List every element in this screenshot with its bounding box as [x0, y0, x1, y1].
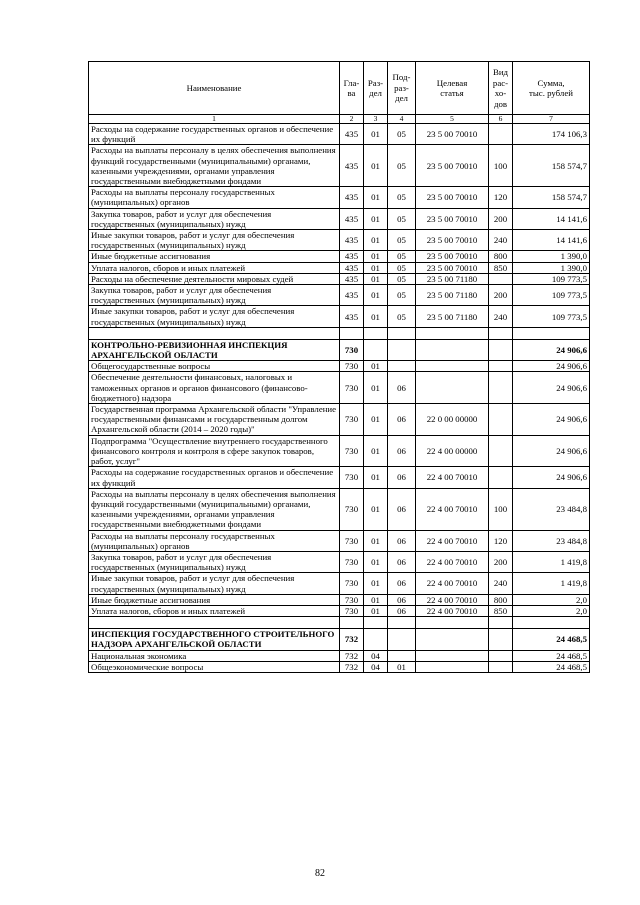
row-name: Иные закупки товаров, работ и услуг для обеспечения государственных (муниципальных) нужд: [89, 573, 340, 594]
row-subsection: 05: [388, 262, 416, 273]
row-sum: 24 906,6: [513, 435, 590, 467]
row-target-article: [416, 629, 489, 650]
column-number: 6: [489, 115, 513, 124]
row-section: 01: [364, 124, 388, 145]
row-name: Расходы на выплаты персоналу в целях обеспечения выполнения функций государственными (муниципальными) органами, казенными учреждениями, органами управления государственными внебюджетными фондами: [89, 488, 340, 530]
row-section: 01: [364, 262, 388, 273]
header-target-article: Целевая статья: [416, 62, 489, 115]
row-section: 01: [364, 145, 388, 187]
column-number: 2: [340, 115, 364, 124]
row-subsection: 06: [388, 488, 416, 530]
table-row: [89, 372, 590, 404]
table-row: [89, 404, 590, 436]
row-name: Закупка товаров, работ и услуг для обеспечения государственных (муниципальных) нужд: [89, 551, 340, 572]
row-expense-type: 850: [489, 605, 513, 616]
table-body: [89, 124, 590, 673]
row-sum: 1 390,0: [513, 262, 590, 273]
table-row: [89, 306, 590, 327]
row-target-article: 22 4 00 70010: [416, 551, 489, 572]
row-section: [364, 339, 388, 360]
row-expense-type: 240: [489, 573, 513, 594]
row-name: Закупка товаров, работ и услуг для обеспечения государственных (муниципальных) нужд: [89, 208, 340, 229]
row-expense-type: 100: [489, 145, 513, 187]
column-number: 7: [513, 115, 590, 124]
table-row: [89, 339, 590, 360]
header-name: Наименование: [89, 62, 340, 115]
row-sum: 158 574,7: [513, 187, 590, 208]
row-expense-type: [489, 273, 513, 284]
row-section: 01: [364, 251, 388, 262]
row-subsection: 05: [388, 187, 416, 208]
row-name: Общеэкономические вопросы: [89, 661, 340, 672]
row-target-article: [416, 617, 489, 629]
row-target-article: 23 5 00 70010: [416, 208, 489, 229]
row-expense-type: [489, 327, 513, 339]
row-target-article: 22 4 00 70010: [416, 605, 489, 616]
row-expense-type: 800: [489, 594, 513, 605]
row-section: 01: [364, 594, 388, 605]
row-target-article: 22 4 00 70010: [416, 573, 489, 594]
row-section: 01: [364, 372, 388, 404]
row-chapter: 730: [340, 404, 364, 436]
row-subsection: 06: [388, 573, 416, 594]
row-sum: 1 419,8: [513, 551, 590, 572]
row-name: ИНСПЕКЦИЯ ГОСУДАРСТВЕННОГО СТРОИТЕЛЬНОГО НАДЗОРА АРХАНГЕЛЬСКОЙ ОБЛАСТИ: [89, 629, 340, 650]
row-expense-type: 850: [489, 262, 513, 273]
row-section: 04: [364, 661, 388, 672]
row-sum: 2,0: [513, 605, 590, 616]
row-section: [364, 327, 388, 339]
row-expense-type: 120: [489, 530, 513, 551]
row-sum: 24 906,6: [513, 361, 590, 372]
table-row: [89, 262, 590, 273]
table-row: [89, 273, 590, 284]
row-name: Расходы на обеспечение деятельности мировых судей: [89, 273, 340, 284]
row-subsection: 01: [388, 661, 416, 672]
row-sum: 24 468,5: [513, 629, 590, 650]
row-sum: [513, 617, 590, 629]
row-chapter: 730: [340, 372, 364, 404]
row-name: Расходы на выплаты персоналу государственных (муниципальных) органов: [89, 187, 340, 208]
row-section: 01: [364, 230, 388, 251]
table-row: [89, 145, 590, 187]
row-subsection: 05: [388, 306, 416, 327]
table-row: [89, 573, 590, 594]
table-row: [89, 594, 590, 605]
row-name: [89, 617, 340, 629]
row-target-article: 23 5 00 70010: [416, 262, 489, 273]
row-subsection: [388, 327, 416, 339]
header-row: [89, 62, 590, 115]
row-subsection: 05: [388, 145, 416, 187]
row-subsection: 05: [388, 208, 416, 229]
row-name: Закупка товаров, работ и услуг для обеспечения государственных (муниципальных) нужд: [89, 285, 340, 306]
row-expense-type: 200: [489, 208, 513, 229]
row-expense-type: [489, 372, 513, 404]
row-expense-type: [489, 435, 513, 467]
row-target-article: 23 5 00 70010: [416, 145, 489, 187]
row-target-article: 23 5 00 70010: [416, 251, 489, 262]
row-expense-type: 200: [489, 285, 513, 306]
row-sum: 24 906,6: [513, 404, 590, 436]
row-expense-type: [489, 661, 513, 672]
row-sum: 24 906,6: [513, 467, 590, 488]
row-target-article: 23 5 00 70010: [416, 124, 489, 145]
row-chapter: 730: [340, 361, 364, 372]
table-row: [89, 251, 590, 262]
row-subsection: 06: [388, 435, 416, 467]
row-section: 01: [364, 488, 388, 530]
table-row: [89, 650, 590, 661]
row-chapter: [340, 617, 364, 629]
row-target-article: [416, 372, 489, 404]
row-section: 01: [364, 435, 388, 467]
row-chapter: 730: [340, 551, 364, 572]
row-section: [364, 629, 388, 650]
row-section: 04: [364, 650, 388, 661]
row-sum: 109 773,5: [513, 285, 590, 306]
row-target-article: 22 0 00 00000: [416, 404, 489, 436]
row-name: Иные бюджетные ассигнования: [89, 594, 340, 605]
page-number: 82: [315, 868, 325, 879]
row-chapter: 730: [340, 488, 364, 530]
row-target-article: [416, 327, 489, 339]
row-section: 01: [364, 573, 388, 594]
row-subsection: 06: [388, 594, 416, 605]
row-subsection: [388, 339, 416, 360]
table-row: [89, 230, 590, 251]
row-chapter: 435: [340, 251, 364, 262]
row-section: 01: [364, 187, 388, 208]
row-sum: 23 484,8: [513, 488, 590, 530]
row-name: Государственная программа Архангельской области "Управление государственными финансами и государственным долгом Архангельской области (2014 – 2020 годы)": [89, 404, 340, 436]
row-expense-type: 200: [489, 551, 513, 572]
header-sum: Сумма, тыс. рублей: [513, 62, 590, 115]
row-chapter: 730: [340, 530, 364, 551]
row-subsection: 06: [388, 467, 416, 488]
row-chapter: 732: [340, 661, 364, 672]
table-row: [89, 124, 590, 145]
header-chapter: Гла- ва: [340, 62, 364, 115]
row-expense-type: [489, 650, 513, 661]
row-name: Иные бюджетные ассигнования: [89, 251, 340, 262]
row-subsection: 05: [388, 251, 416, 262]
row-chapter: 435: [340, 124, 364, 145]
row-sum: 109 773,5: [513, 273, 590, 284]
row-name: [89, 327, 340, 339]
row-name: Иные закупки товаров, работ и услуг для обеспечения государственных (муниципальных) нужд: [89, 306, 340, 327]
row-sum: 158 574,7: [513, 145, 590, 187]
row-subsection: 05: [388, 124, 416, 145]
row-target-article: 23 5 00 71180: [416, 306, 489, 327]
blank-row: [89, 617, 590, 629]
row-subsection: 06: [388, 530, 416, 551]
row-target-article: [416, 361, 489, 372]
row-subsection: 06: [388, 551, 416, 572]
row-name: Национальная экономика: [89, 650, 340, 661]
row-subsection: 05: [388, 230, 416, 251]
row-sum: 23 484,8: [513, 530, 590, 551]
row-target-article: 22 4 00 70010: [416, 530, 489, 551]
table-row: [89, 208, 590, 229]
table-row: [89, 551, 590, 572]
row-sum: 24 468,5: [513, 661, 590, 672]
row-chapter: [340, 327, 364, 339]
row-sum: 2,0: [513, 594, 590, 605]
row-section: 01: [364, 273, 388, 284]
row-subsection: 05: [388, 273, 416, 284]
table-row: [89, 187, 590, 208]
row-name: Иные закупки товаров, работ и услуг для обеспечения государственных (муниципальных) нужд: [89, 230, 340, 251]
header-section: Раз- дел: [364, 62, 388, 115]
row-chapter: 435: [340, 262, 364, 273]
table-row: [89, 361, 590, 372]
row-name: Обеспечение деятельности финансовых, налоговых и таможенных органов и органов финансового (финансово-бюджетного) надзора: [89, 372, 340, 404]
column-number: 1: [89, 115, 340, 124]
row-name: Расходы на содержание государственных органов и обеспечение их функций: [89, 124, 340, 145]
row-sum: 14 141,6: [513, 230, 590, 251]
table-row: [89, 435, 590, 467]
row-chapter: 435: [340, 145, 364, 187]
column-number: 3: [364, 115, 388, 124]
row-sum: 1 390,0: [513, 251, 590, 262]
row-section: 01: [364, 605, 388, 616]
row-sum: 14 141,6: [513, 208, 590, 229]
row-subsection: [388, 650, 416, 661]
row-subsection: 06: [388, 404, 416, 436]
header-subsection: Под- раз- дел: [388, 62, 416, 115]
row-section: 01: [364, 306, 388, 327]
row-chapter: 730: [340, 573, 364, 594]
row-chapter: 435: [340, 273, 364, 284]
row-target-article: 22 4 00 70010: [416, 467, 489, 488]
row-chapter: 435: [340, 306, 364, 327]
row-name: Уплата налогов, сборов и иных платежей: [89, 605, 340, 616]
table-row: [89, 605, 590, 616]
column-number: 5: [416, 115, 489, 124]
row-target-article: 23 5 00 71180: [416, 273, 489, 284]
row-chapter: 435: [340, 187, 364, 208]
row-name: Расходы на выплаты персоналу в целях обеспечения выполнения функций государственными (муниципальными) органами, казенными учреждениями, органами управления государственными внебюджетными фондами: [89, 145, 340, 187]
row-subsection: [388, 617, 416, 629]
row-sum: 174 106,3: [513, 124, 590, 145]
row-expense-type: [489, 124, 513, 145]
row-section: [364, 617, 388, 629]
row-name: Уплата налогов, сборов и иных платежей: [89, 262, 340, 273]
column-numbers-row: [89, 115, 590, 124]
row-expense-type: 800: [489, 251, 513, 262]
row-expense-type: [489, 617, 513, 629]
row-subsection: 05: [388, 285, 416, 306]
row-section: 01: [364, 404, 388, 436]
row-sum: 24 906,6: [513, 339, 590, 360]
budget-table: [88, 61, 590, 673]
header-expense-type: Вид рас- хо- дов: [489, 62, 513, 115]
row-section: 01: [364, 530, 388, 551]
row-chapter: 730: [340, 467, 364, 488]
row-chapter: 730: [340, 339, 364, 360]
table-row: [89, 488, 590, 530]
row-target-article: 23 5 00 70010: [416, 230, 489, 251]
row-sum: 24 906,6: [513, 372, 590, 404]
row-target-article: 22 4 00 00000: [416, 435, 489, 467]
row-chapter: 732: [340, 650, 364, 661]
row-expense-type: 240: [489, 230, 513, 251]
row-expense-type: [489, 467, 513, 488]
table-row: [89, 629, 590, 650]
table-row: [89, 661, 590, 672]
row-target-article: [416, 339, 489, 360]
row-expense-type: 120: [489, 187, 513, 208]
row-sum: 24 468,5: [513, 650, 590, 661]
table-row: [89, 530, 590, 551]
row-section: 01: [364, 208, 388, 229]
row-target-article: 23 5 00 70010: [416, 187, 489, 208]
row-subsection: 06: [388, 605, 416, 616]
row-chapter: 435: [340, 208, 364, 229]
blank-row: [89, 327, 590, 339]
row-section: 01: [364, 285, 388, 306]
table-row: [89, 285, 590, 306]
row-expense-type: [489, 361, 513, 372]
row-subsection: 06: [388, 372, 416, 404]
row-subsection: [388, 629, 416, 650]
row-target-article: 22 4 00 70010: [416, 488, 489, 530]
row-target-article: [416, 661, 489, 672]
row-expense-type: [489, 404, 513, 436]
row-name: Подпрограмма "Осуществление внутреннего государственного финансового контроля и контроля в сфере закупок товаров, работ, услуг": [89, 435, 340, 467]
row-chapter: 730: [340, 605, 364, 616]
row-sum: [513, 327, 590, 339]
row-target-article: 22 4 00 70010: [416, 594, 489, 605]
row-name: Расходы на выплаты персоналу государственных (муниципальных) органов: [89, 530, 340, 551]
row-expense-type: [489, 339, 513, 360]
table-row: [89, 467, 590, 488]
column-number: 4: [388, 115, 416, 124]
row-chapter: 435: [340, 285, 364, 306]
row-sum: 1 419,8: [513, 573, 590, 594]
row-chapter: 732: [340, 629, 364, 650]
row-expense-type: 240: [489, 306, 513, 327]
row-chapter: 730: [340, 435, 364, 467]
row-name: КОНТРОЛЬНО-РЕВИЗИОННАЯ ИНСПЕКЦИЯ АРХАНГЕЛЬСКОЙ ОБЛАСТИ: [89, 339, 340, 360]
row-expense-type: 100: [489, 488, 513, 530]
row-sum: 109 773,5: [513, 306, 590, 327]
row-name: Расходы на содержание государственных органов и обеспечение их функций: [89, 467, 340, 488]
row-section: 01: [364, 551, 388, 572]
row-section: 01: [364, 361, 388, 372]
row-section: 01: [364, 467, 388, 488]
row-name: Общегосударственные вопросы: [89, 361, 340, 372]
row-subsection: [388, 361, 416, 372]
row-target-article: [416, 650, 489, 661]
row-chapter: 435: [340, 230, 364, 251]
row-target-article: 23 5 00 71180: [416, 285, 489, 306]
row-expense-type: [489, 629, 513, 650]
row-chapter: 730: [340, 594, 364, 605]
